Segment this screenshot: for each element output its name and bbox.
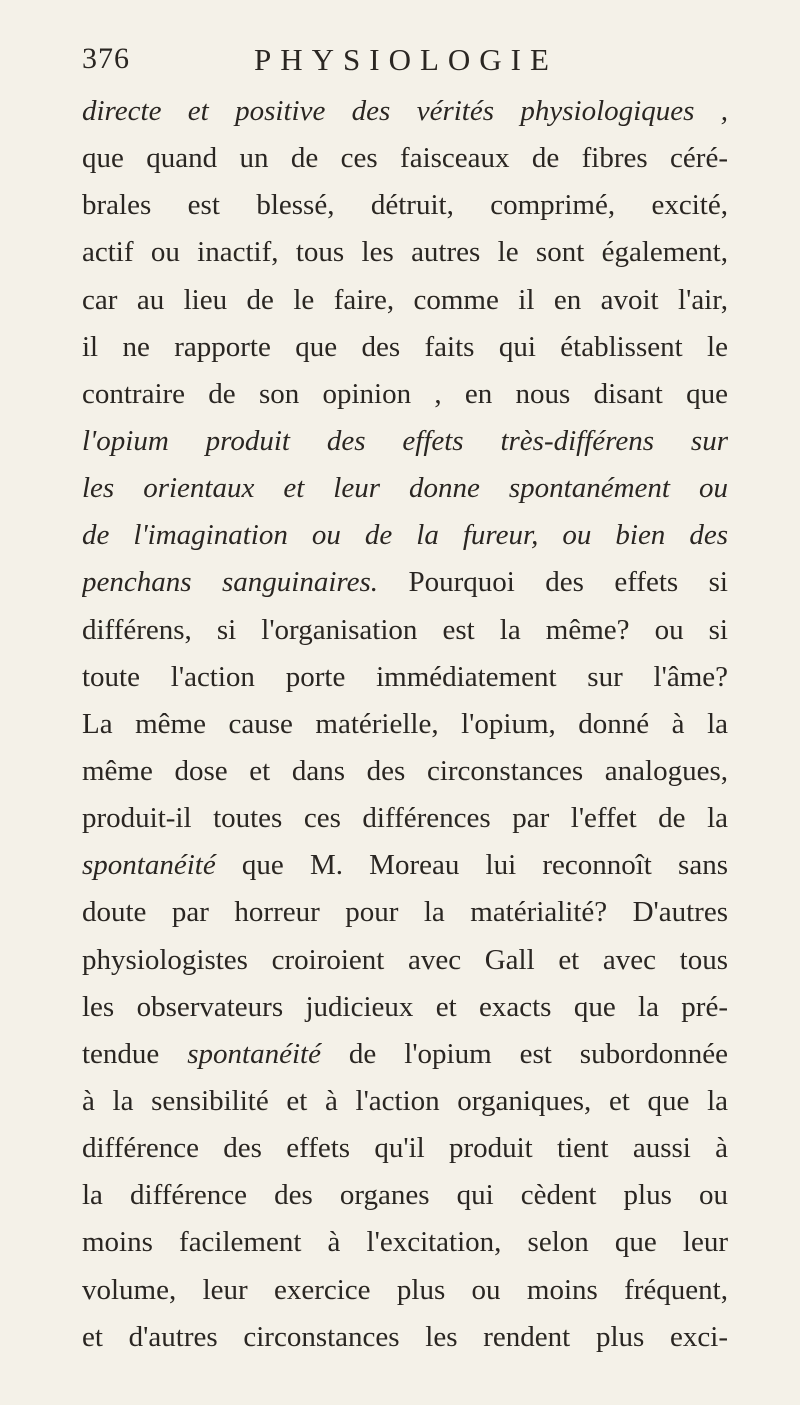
text-segment: et d'autres circonstances les rendent plus exci- <box>82 1320 728 1353</box>
text-segment: différence des effets qu'il produit tient aussi à <box>82 1132 728 1165</box>
italic-text-segment: l'opium produit des effets très-différens sur <box>82 424 728 457</box>
text-line <box>82 984 728 1031</box>
text-line <box>82 88 728 135</box>
text-line <box>82 512 728 559</box>
text-line <box>82 229 728 276</box>
text-segment: La même cause matérielle, l'opium, donné à la <box>82 707 728 740</box>
text-line <box>82 889 728 936</box>
text-line <box>82 559 728 606</box>
text-line <box>82 1314 728 1361</box>
text-segment: moins facilement à l'excitation, selon que leur <box>82 1226 728 1259</box>
italic-text-segment: spontanéité <box>187 1037 321 1070</box>
text-segment: contraire de son opinion , en nous disant que <box>82 377 728 410</box>
text-line <box>82 371 728 418</box>
text-segment: physiologistes croiroient avec Gall et avec tous <box>82 943 728 976</box>
text-segment: que M. Moreau lui reconnoît sans <box>215 849 728 882</box>
text-line <box>82 1031 728 1078</box>
text-segment: même dose et dans des circonstances analogues, <box>82 754 728 787</box>
text-line <box>82 654 728 701</box>
text-line <box>82 182 728 229</box>
text-line <box>82 135 728 182</box>
text-segment: de l'opium est subordonnée <box>320 1037 728 1070</box>
italic-text-segment: directe et positive des vérités physiologiques , <box>82 95 728 127</box>
text-line <box>82 748 728 795</box>
text-segment: la différence des organes qui cèdent plus ou <box>82 1179 728 1212</box>
text-line <box>82 1172 728 1219</box>
text-line <box>82 1267 728 1314</box>
text-segment: toute l'action porte immédiatement sur l'âme? <box>82 660 728 693</box>
text-line <box>82 842 728 889</box>
text-segment: les observateurs judicieux et exacts que la pré- <box>82 990 728 1023</box>
text-segment: produit-il toutes ces différences par l'effet de la <box>82 802 728 835</box>
text-segment: car au lieu de le faire, comme il en avoit l'air, <box>82 283 728 316</box>
text-segment: à la sensibilité et à l'action organiques, et que la <box>82 1084 728 1117</box>
italic-text-segment: penchans sanguinaires. <box>82 566 378 599</box>
text-segment: Pourquoi des effets si <box>378 566 728 599</box>
text-segment: doute par horreur pour la matérialité? D'autres <box>82 896 728 929</box>
text-segment: différens, si l'organisation est la même? ou si <box>82 613 728 646</box>
text-line <box>82 607 728 654</box>
text-line <box>82 277 728 324</box>
text-line <box>82 418 728 465</box>
text-segment: brales est blessé, détruit, comprimé, excité, <box>82 189 728 222</box>
text-line <box>82 937 728 984</box>
page-header <box>82 42 722 82</box>
text-line <box>82 324 728 371</box>
text-line <box>82 1078 728 1125</box>
text-line <box>82 701 728 748</box>
italic-text-segment: les orientaux et leur donne spontanément ou <box>82 472 728 505</box>
text-segment: actif ou inactif, tous les autres le sont également, <box>82 236 728 269</box>
italic-text-segment: de l'imagination ou de la fureur, ou bien des <box>82 519 728 552</box>
text-segment: que quand un de ces faisceaux de fibres céré- <box>82 142 728 175</box>
body-text <box>82 88 728 1361</box>
running-title: PHYSIOLOGIE <box>254 42 558 77</box>
text-segment: il ne rapporte que des faits qui établissent le <box>82 330 728 363</box>
text-segment: volume, leur exercice plus ou moins fréquent, <box>82 1273 728 1306</box>
italic-text-segment: spontanéité <box>82 849 216 882</box>
text-line <box>82 1219 728 1266</box>
text-segment: tendue <box>82 1037 188 1070</box>
page-number: 376 <box>82 42 130 75</box>
text-line <box>82 795 728 842</box>
text-line <box>82 465 728 512</box>
text-line <box>82 1125 728 1172</box>
